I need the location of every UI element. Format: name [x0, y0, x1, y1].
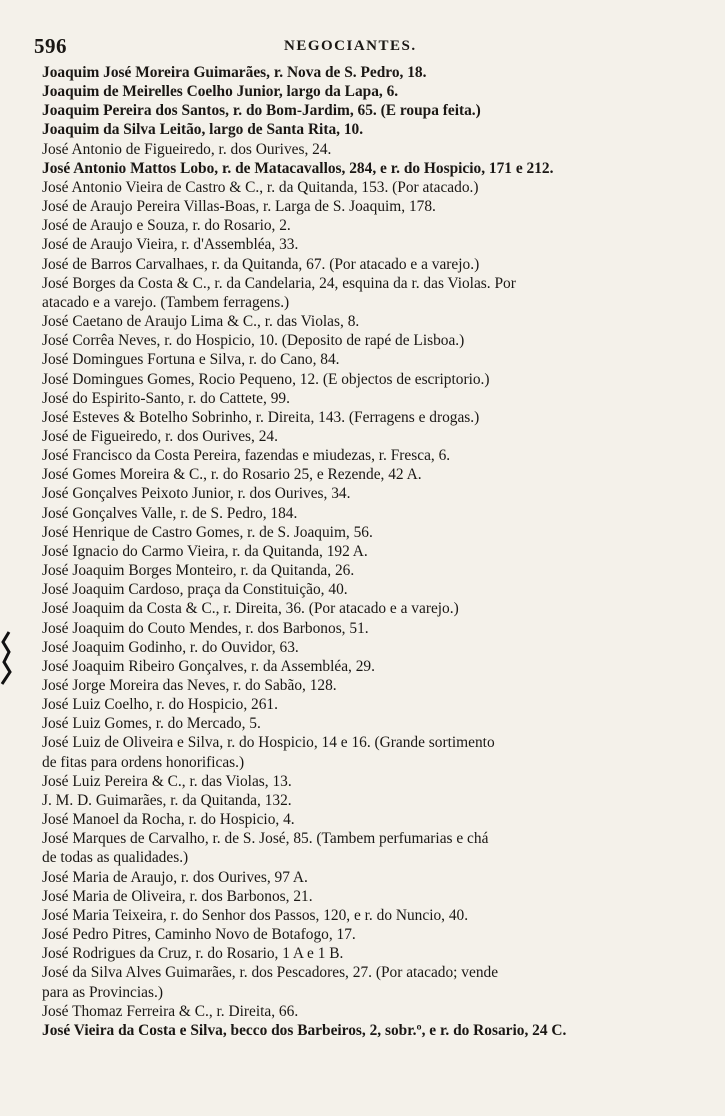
merchant-entry	[42, 178, 682, 197]
merchant-entry	[42, 446, 682, 465]
entry-text: José Luiz de Oliveira e Silva, r. do Hospicio, 14 e 16. (Grande sortimento	[42, 734, 495, 752]
merchant-entry	[42, 944, 682, 963]
entry-text: José de Araujo Vieira, r. d'Assembléa, 33.	[42, 236, 299, 254]
merchant-entry	[42, 810, 682, 829]
merchant-entry	[42, 235, 682, 254]
entry-text: José Antonio Vieira de Castro & C., r. da Quitanda, 153. (Por atacado.)	[42, 178, 479, 196]
merchant-entry	[42, 925, 682, 944]
entry-continuation: para as Provincias.)	[42, 983, 163, 1001]
merchant-entry	[42, 120, 682, 139]
merchant-entry	[42, 887, 682, 906]
merchant-entry	[42, 1002, 682, 1021]
page-number: 596	[34, 34, 67, 58]
merchant-entry	[42, 389, 682, 408]
merchant-entry	[42, 542, 682, 561]
entry-text: José Esteves & Botelho Sobrinho, r. Direita, 143. (Ferragens e drogas.)	[42, 408, 480, 426]
entry-text: José Caetano de Araujo Lima & C., r. das Violas, 8.	[42, 313, 360, 331]
entry-text: José Corrêa Neves, r. do Hospicio, 10. (Deposito de rapé de Lisboa.)	[42, 332, 465, 350]
entry-text: José de Figueiredo, r. dos Ourives, 24.	[42, 427, 278, 445]
entry-text: José Joaquim Godinho, r. do Ouvidor, 63.	[42, 638, 299, 656]
entry-text: José de Araujo Pereira Villas-Boas, r. Larga de S. Joaquim, 178.	[42, 198, 436, 216]
entry-text: José de Barros Carvalhaes, r. da Quitanda, 67. (Por atacado e a varejo.)	[42, 255, 480, 273]
entry-text: Joaquim Pereira dos Santos, r. do Bom-Jardim, 65. (E roupa feita.)	[42, 102, 481, 120]
entry-text: José Rodrigues da Cruz, r. do Rosario, 1 A e 1 B.	[42, 945, 344, 963]
entry-text: José Joaquim do Couto Mendes, r. dos Barbonos, 51.	[42, 619, 369, 637]
entry-text: José Gonçalves Peixoto Junior, r. dos Ourives, 34.	[42, 485, 351, 503]
entry-text: Joaquim da Silva Leitão, largo de Santa Rita, 10.	[42, 121, 364, 139]
entry-text: José Joaquim Borges Monteiro, r. da Quitanda, 26.	[42, 562, 355, 580]
entry-text: José Maria de Oliveira, r. dos Barbonos, 21.	[42, 887, 313, 905]
merchant-entry	[42, 523, 682, 542]
page-header	[34, 34, 634, 60]
merchant-entry	[42, 350, 682, 369]
entry-text: José Maria de Araujo, r. dos Ourives, 97 A.	[42, 868, 308, 886]
merchant-entry	[42, 255, 682, 274]
entry-text: José Jorge Moreira das Neves, r. do Sabão, 128.	[42, 677, 337, 694]
entry-text: José Domingues Fortuna e Silva, r. do Cano, 84.	[42, 351, 340, 369]
entry-continuation: de todas as qualidades.)	[42, 849, 189, 867]
merchant-entry	[42, 714, 682, 733]
merchant-entry	[42, 676, 682, 695]
entry-continuation: atacado e a varejo. (Tambem ferragens.)	[42, 293, 290, 311]
merchant-entry	[42, 82, 682, 101]
merchant-entry	[42, 772, 682, 791]
merchant-entry	[42, 829, 682, 867]
running-head: NEGOCIANTES.	[284, 38, 417, 54]
merchant-entry	[42, 561, 682, 580]
entry-text: José Antonio Mattos Lobo, r. de Matacavallos, 284, e r. do Hospicio, 171 e 212.	[42, 159, 554, 177]
merchant-entry	[42, 733, 682, 771]
merchant-entry	[42, 638, 682, 657]
merchant-entry	[42, 599, 682, 618]
entry-text: José Henrique de Castro Gomes, r. de S. Joaquim, 56.	[42, 523, 373, 541]
entry-text: José Luiz Gomes, r. do Mercado, 5.	[42, 715, 261, 733]
margin-bracket-mark	[0, 628, 12, 688]
merchant-entry	[42, 484, 682, 503]
merchant-entry	[42, 657, 682, 676]
entry-text: José Pedro Pitres, Caminho Novo de Botafogo, 17.	[42, 926, 356, 944]
entry-text: José Thomaz Ferreira & C., r. Direita, 66.	[42, 1002, 299, 1020]
entry-text: José Luiz Pereira & C., r. das Violas, 13.	[42, 772, 292, 790]
entry-text: Joaquim José Moreira Guimarães, r. Nova de S. Pedro, 18.	[42, 64, 427, 81]
entry-text: José Antonio de Figueiredo, r. dos Ourives, 24.	[42, 140, 332, 158]
merchant-entry	[42, 312, 682, 331]
entry-text: José Manoel da Rocha, r. do Hospicio, 4.	[42, 811, 295, 829]
merchant-entry	[42, 868, 682, 887]
merchant-entry	[42, 159, 682, 178]
entry-continuation: de fitas para ordens honorificas.)	[42, 753, 245, 771]
merchant-list	[42, 63, 682, 1040]
merchant-entry	[42, 216, 682, 235]
merchant-entry	[42, 408, 682, 427]
entry-text: José Domingues Gomes, Rocio Pequeno, 12. (E objectos de escriptorio.)	[42, 370, 490, 388]
entry-text: J. M. D. Guimarães, r. da Quitanda, 132.	[42, 791, 292, 809]
entry-text: José Marques de Carvalho, r. de S. José, 85. (Tambem perfumarias e chá	[42, 830, 489, 848]
merchant-entry	[42, 695, 682, 714]
entry-text: José Gonçalves Valle, r. de S. Pedro, 184.	[42, 504, 298, 522]
merchant-entry	[42, 504, 682, 523]
merchant-entry	[42, 791, 682, 810]
entry-text: José Ignacio do Carmo Vieira, r. da Quitanda, 192 A.	[42, 542, 368, 560]
merchant-entry	[42, 580, 682, 599]
entry-text: José Borges da Costa & C., r. da Candelaria, 24, esquina da r. das Violas. Por	[42, 274, 516, 292]
merchant-entry	[42, 331, 682, 350]
entry-text: José Joaquim da Costa & C., r. Direita, 36. (Por atacado e a varejo.)	[42, 600, 459, 618]
entry-text: José Luiz Coelho, r. do Hospicio, 261.	[42, 696, 278, 714]
merchant-entry	[42, 101, 682, 120]
entry-text: José Vieira da Costa e Silva, becco dos Barbeiros, 2, sobr.º, e r. do Rosario, 24 C.	[42, 1021, 567, 1039]
entry-text: José Joaquim Ribeiro Gonçalves, r. da Assembléa, 29.	[42, 657, 375, 675]
merchant-entry	[42, 906, 682, 925]
merchant-entry	[42, 274, 682, 312]
entry-text: José Francisco da Costa Pereira, fazendas e miudezas, r. Fresca, 6.	[42, 447, 451, 465]
merchant-entry	[42, 465, 682, 484]
entry-text: José da Silva Alves Guimarães, r. dos Pescadores, 27. (Por atacado; vende	[42, 964, 499, 982]
entry-text: José do Espirito-Santo, r. do Cattete, 99.	[42, 389, 290, 407]
entry-text: José Joaquim Cardoso, praça da Constituição, 40.	[42, 581, 348, 599]
merchant-entry	[42, 140, 682, 159]
merchant-entry	[42, 370, 682, 389]
merchant-entry	[42, 1021, 682, 1040]
entry-text: José Gomes Moreira & C., r. do Rosario 25, e Rezende, 42 A.	[42, 466, 422, 484]
merchant-entry	[42, 427, 682, 446]
entry-text: José Maria Teixeira, r. do Senhor dos Passos, 120, e r. do Nuncio, 40.	[42, 906, 469, 924]
merchant-entry	[42, 619, 682, 638]
entry-text: Joaquim de Meirelles Coelho Junior, largo da Lapa, 6.	[42, 83, 399, 101]
entry-text: José de Araujo e Souza, r. do Rosario, 2.	[42, 217, 291, 235]
merchant-entry	[42, 963, 682, 1001]
merchant-entry	[42, 197, 682, 216]
merchant-entry	[42, 63, 682, 82]
